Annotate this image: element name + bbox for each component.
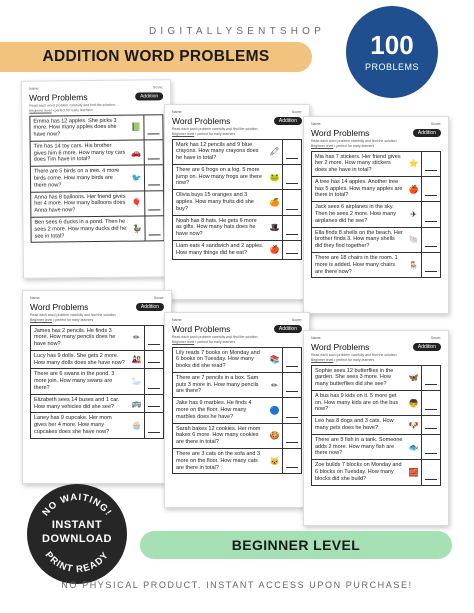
answer-box[interactable] [282,140,301,164]
answer-box[interactable] [421,202,440,226]
question-text: James has 2 pencils. He finds 3 more. How many pencils does he have now? [34,327,116,348]
name-label: Name: [311,122,322,126]
question-text: There are 5 birds on a tree. 4 more birds come. How many birds are there now? [33,168,120,189]
worksheet-intro: Read each word problem carefully and find the solution. [172,127,259,131]
question-picture-icon: 🖍 [269,147,280,157]
worksheet-5 [164,312,310,508]
answer-box[interactable] [421,177,440,201]
question-text: There are 5 fish in a tank. Someone adds 2 more. How many fish are there now? [315,436,403,457]
name-label: Name: [30,296,41,300]
addition-pill: Addition [136,303,164,311]
worksheet-meta [172,318,302,322]
stamp-middle [27,518,127,546]
question-text: Olivia buys 15 oranges and 3 apples. How many fruits did she buy? [176,192,254,212]
question-text: There are 18 chairs in the room. 1 more is added. How many chairs are there now? [315,255,398,275]
question-text: There are 6 swans in the pond. 3 more join. How many swans are there? [34,371,115,392]
question-picture-icon: 🦋 [408,373,419,383]
addition-pill: Addition [135,92,163,100]
badge-number: 100 [370,30,414,60]
answer-box[interactable] [144,326,163,350]
question-picture-icon: 🐟 [408,442,419,452]
question-text: There are 3 cats on the sofa and 3 more on the floor. How many cats are there in total? [176,451,261,471]
question-picture-icon: 🐦 [131,173,142,183]
level-rest: • perfect for early learners [52,317,94,322]
worksheet-header [30,302,164,312]
question-picture-icon: 🐱 [269,456,280,466]
question-picture-icon: 🧱 [408,467,419,477]
question-picture-icon: 🚌 [131,399,142,409]
brand-name: DIGITALLYSENTSHOP [148,26,326,37]
question-picture-icon: 🎩 [269,223,280,233]
score-label: Score: [153,296,164,300]
question-row [312,252,440,277]
question-picture-icon: 🦢 [131,377,142,387]
question-row [312,459,440,484]
level-word: Beginner level [172,131,195,136]
level-rest: • perfect for early learners [333,357,375,362]
question-row [31,350,163,369]
question-row [173,215,301,240]
level-word: Beginner level [172,339,195,344]
worksheet-header [311,342,441,352]
level-word: Beginner level [311,357,334,362]
level-word: Beginner level [29,107,52,113]
answer-box[interactable] [421,366,440,390]
answer-box[interactable] [144,413,163,437]
badge-label: PROBLEMS [364,62,419,72]
question-picture-icon: 👦 [408,398,419,408]
question-picture-icon: 🔵 [269,405,280,415]
worksheet-1 [21,79,173,279]
addition-pill: Addition [413,343,441,351]
stamp-top-text: NO WAITING! [40,491,114,519]
worksheet-intro: Read each word problem carefully and find the solution. [311,353,398,357]
answer-box[interactable] [282,216,301,240]
question-text: Laney has 9 cupcake. Her mom gives her 4 more. How many cupcakes does she have now? [34,415,112,436]
question-picture-icon: 🍎 [269,245,280,255]
worksheet-intro: Read each word problem carefully and find the solution. [172,335,259,339]
question-text: Ella finds 8 shells on the beach. Her brother finds 3. How many shells did they find together? [315,229,403,250]
question-picture-icon: 🐚 [408,235,419,245]
worksheet-intro: Read each word problem carefully and find the solution. [29,102,116,108]
answer-box[interactable] [144,140,163,165]
worksheet-header [172,116,302,126]
question-picture-icon: 🍎 [408,184,419,194]
question-row [31,190,163,217]
question-text: Mia has 7 stickers. Her friend gives her 2 more. How many stickers does she have in total? [315,153,401,174]
question-row [312,201,440,226]
worksheet-title: Word Problems [172,116,231,126]
question-grid [311,151,441,279]
worksheet-title: Word Problems [172,324,231,334]
question-text: Jake has 9 marbles. He finds 4 more on the floor. How many marbles does he have? [176,400,252,420]
question-row [31,165,163,192]
answer-box[interactable] [421,391,440,415]
answer-box[interactable] [144,369,163,393]
question-picture-icon: 🦆 [131,224,143,234]
question-row [312,415,440,434]
instant-download-stamp [27,484,127,584]
problems-count-badge [346,6,438,98]
worksheet-meta [311,122,441,126]
question-text: Liam eats 4 sandwich and 2 apples. How many things did he eat? [176,243,264,256]
worksheet-level [172,340,302,344]
worksheet-2 [164,104,310,300]
addition-pill: Addition [413,129,441,137]
worksheet-4 [22,290,172,484]
question-row [312,366,440,390]
question-row [312,227,440,252]
answer-box[interactable] [421,253,440,277]
svg-text:NO WAITING! [40,492,113,518]
worksheet-6 [303,330,449,526]
stamp-mid-line-1: INSTANT [51,519,103,531]
question-row [173,189,301,214]
worksheet-meta [311,336,441,340]
answer-box[interactable] [421,152,440,176]
score-label: Score: [430,122,441,126]
level-rest: • perfect for early learners [333,143,375,148]
question-grid [29,114,164,243]
stamp-bottom-text: PRINT READY [42,549,112,576]
question-row [173,397,301,422]
answer-box[interactable] [144,395,163,413]
question-row [31,326,163,350]
worksheet-meta [29,85,163,90]
name-label: Name: [311,336,322,340]
question-picture-icon: 🚗 [131,148,142,158]
answer-box[interactable] [282,398,301,422]
question-text: Tim has 14 toy cars. His brother gives him 6 more. How many toy cars does Tim have in total? [33,142,126,164]
question-picture-icon: ⭐ [408,159,419,169]
question-row [31,215,163,242]
question-text: There are 7 pencils in a box. Sam puts 3 more in. How many pencils are there? [176,374,259,395]
worksheet-header [172,324,302,334]
question-text: Mark has 12 pencils and 9 blue crayons. How many crayons does he have in total? [176,141,259,162]
question-row [173,240,301,259]
question-text: Sarah bakes 12 cookies. Her mom bakes 6 more. How many cookies are there in total? [176,425,261,446]
worksheet-title: Word Problems [29,92,88,103]
worksheet-meta [172,110,302,114]
question-row [30,115,162,141]
name-label: Name: [172,110,183,114]
question-picture-icon: 📗 [130,122,141,132]
question-text: There are 6 frogs on a log. 5 more jump on. How many frogs are there now? [176,166,262,187]
answer-box[interactable] [282,449,301,473]
question-grid [311,365,441,486]
question-picture-icon: 🧁 [131,421,142,431]
question-picture-icon: 🐸 [269,172,280,182]
question-row [312,152,440,176]
question-picture-icon: 📚 [269,355,280,365]
level-word: Beginner level [30,317,53,322]
title-banner: ADDITION WORD PROBLEMS [0,42,312,72]
question-picture-icon: ✈ [410,209,417,219]
score-label: Score: [430,336,441,340]
answer-box[interactable] [144,166,163,191]
answer-box[interactable] [282,165,301,189]
question-text: Lily reads 7 books on Monday and 6 books on Tuesday. How many books did she read? [176,349,260,370]
question-row [173,448,301,473]
question-row [173,372,301,397]
question-picture-icon: ✏ [271,380,278,390]
question-row [31,412,163,437]
footer-note: NO PHYSICAL PRODUCT. INSTANT ACCESS UPON PURCHASE! [61,580,413,590]
addition-pill: Addition [274,117,302,125]
worksheet-level [30,318,164,322]
answer-box[interactable] [282,190,301,214]
question-text: Lucy has 9 dolls. She gets 2 more. How many dolls does she have now? [34,352,125,366]
question-text: Sophie sees 12 butterflies in the garden. She sees 3 more. How many butterflies did she see? [315,367,394,388]
worksheet-title: Word Problems [30,302,89,312]
worksheet-level [311,358,441,362]
question-picture-icon: 🍊 [269,197,280,207]
answer-box[interactable] [144,191,163,216]
worksheet-level [172,132,302,136]
question-text: Emma has 12 apples. She picks 3 more. How many apples does she have now? [33,117,117,138]
question-text: Jack sees 6 airplanes in the sky. Then he sees 2 more. How many airplanes did he see? [315,204,397,224]
question-row [173,423,301,448]
answer-box[interactable] [144,351,163,369]
score-label: Score: [152,85,164,90]
question-picture-icon: 🐶 [408,420,419,430]
answer-box[interactable] [421,416,440,434]
worksheet-header [29,91,163,102]
question-row [31,139,163,166]
answer-box[interactable] [144,216,163,241]
level-word: Beginner level [311,143,334,148]
answer-box[interactable] [282,241,301,259]
worksheet-intro: Read each word problem carefully and find the solution. [30,313,117,317]
level-banner: BEGINNER LEVEL [140,531,452,559]
answer-box[interactable] [421,435,440,459]
answer-box[interactable] [282,424,301,448]
question-grid [30,325,164,439]
answer-box[interactable] [282,373,301,397]
score-label: Score: [291,110,302,114]
question-row [31,394,163,413]
worksheet-header [311,128,441,138]
question-text: Leo has 8 dogs and 3 cats. How many pets does he have? [315,418,394,432]
stamp-mid-line-2: DOWNLOAD [42,533,112,545]
answer-box[interactable] [282,348,301,372]
answer-box[interactable] [421,228,440,252]
question-picture-icon: 🍪 [269,431,280,441]
question-text: Elizabeth sees 14 buses and 1 car. How many vehicles did she see? [34,396,120,410]
question-picture-icon: 🎎 [131,355,142,365]
question-picture-icon: ✏ [133,333,140,343]
question-row [173,164,301,189]
question-grid [172,139,302,260]
worksheet-level [29,107,163,112]
question-picture-icon: 🪑 [408,260,419,270]
level-rest: • perfect for early learners [51,107,93,112]
question-row [312,390,440,415]
addition-pill: Addition [274,325,302,333]
svg-text:PRINT READY [43,550,112,575]
question-picture-icon: 🎈 [131,198,142,208]
question-text: Anna has 8 balloons. Her friend gives her 4 more. How many balloons does Anna have now? [34,193,126,214]
question-grid [172,347,302,475]
question-row [173,348,301,372]
question-text: A tree has 14 apples. Another tree has 5 apples. How many apples are there in total? [315,178,403,199]
worksheet-level [311,144,441,148]
answer-box[interactable] [421,460,440,484]
question-text: A bus has 9 kids on it. 5 more get on. How many kids are on the bus now? [315,392,399,413]
question-row [312,176,440,201]
worksheet-title: Word Problems [311,342,370,352]
name-label: Name: [29,86,40,91]
level-rest: • perfect for early learners [194,131,236,136]
level-rest: • perfect for early learners [194,339,236,344]
worksheet-intro: Read each word problem carefully and find the solution. [311,139,398,143]
worksheet-meta [30,296,164,300]
name-label: Name: [172,318,183,322]
answer-box[interactable] [143,115,162,140]
question-row [173,140,301,164]
question-text: Zoe builds 7 blocks on Monday and 6 blocks on Tuesday. How many blocks did she build? [315,462,402,482]
question-text: Noah has 8 hats. He gets 6 more as gifts. How many hats does he have now? [176,217,257,238]
worksheet-3 [303,116,449,314]
question-row [312,434,440,459]
question-text: Ben sees 6 ducks in a pond. Then he sees 2 more. How many ducks did he see in total? [34,218,127,240]
score-label: Score: [291,318,302,322]
question-row [31,368,163,393]
worksheet-title: Word Problems [311,128,370,138]
